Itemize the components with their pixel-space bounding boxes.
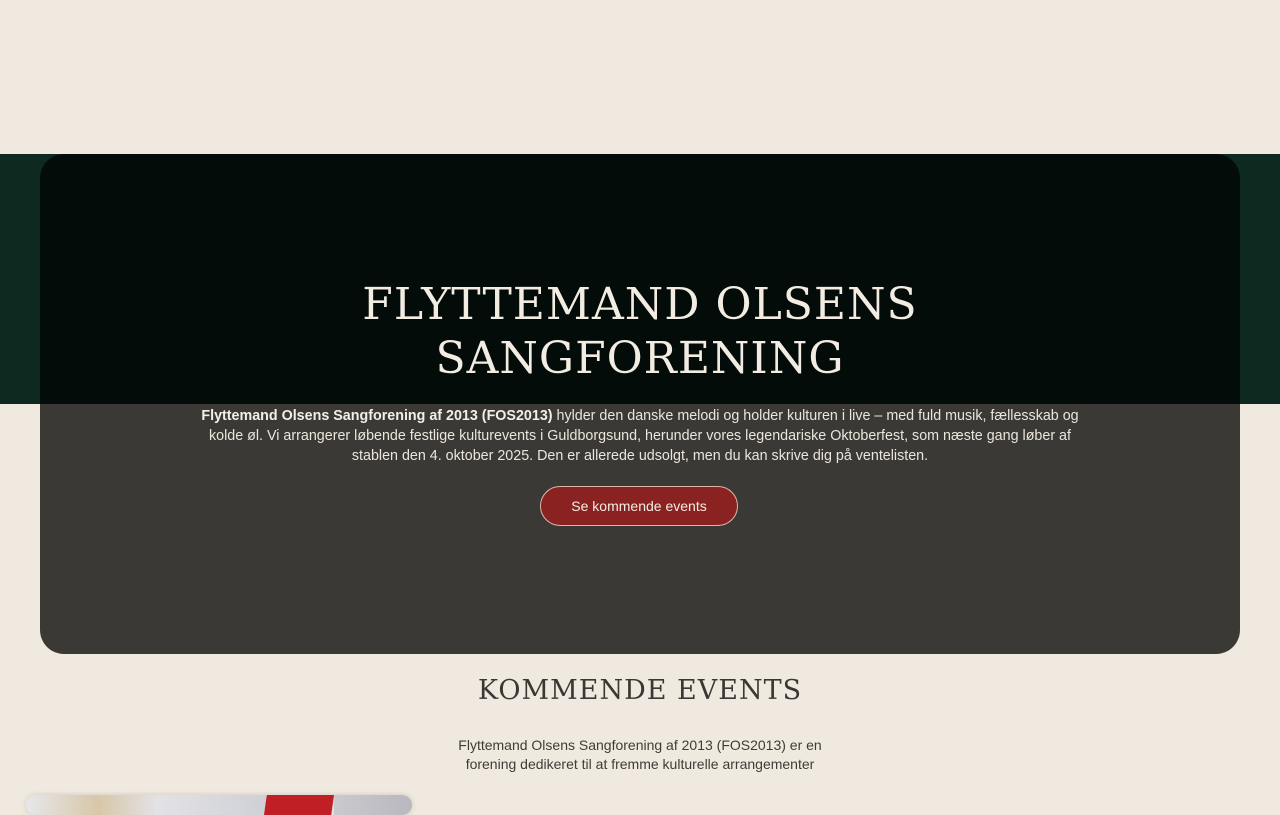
event-card-ribbon [264, 795, 334, 815]
hero-title [40, 278, 1240, 386]
event-card-image-secondary [334, 795, 412, 815]
event-card[interactable] [26, 795, 412, 815]
events-section-description: Flyttemand Olsens Sangforening af 2013 (FOS2013) er en forening dedikeret til at fremme kulturelle arrangementer [458, 737, 822, 772]
see-events-button[interactable]: Se kommende events [540, 486, 738, 526]
events-section-title: KOMMENDE EVENTS [477, 675, 803, 706]
hero-intro-bold: Flyttemand Olsens Sangforening af 2013 (FOS2013) [201, 408, 553, 424]
hero-title-line: FLYTTEMAND OLSENS [362, 279, 918, 330]
hero-intro-text: hylder den danske melodi og holder kulturen i live – med fuld musik, fællesskab og kolde øl. Vi arrangerer løbende festlige kulturevents i Guldborgsund, herunder vores legendariske Oktoberfest, som næste gang løber af stablen den 4. oktober 2025. Den er allerede udsolgt, men du kan skrive dig på ventelisten. [209, 408, 1079, 464]
hero-title-line: SANGFORENING [435, 333, 845, 384]
hero-section [40, 154, 1240, 654]
event-card-image [26, 795, 266, 815]
hero-intro [200, 406, 1080, 466]
